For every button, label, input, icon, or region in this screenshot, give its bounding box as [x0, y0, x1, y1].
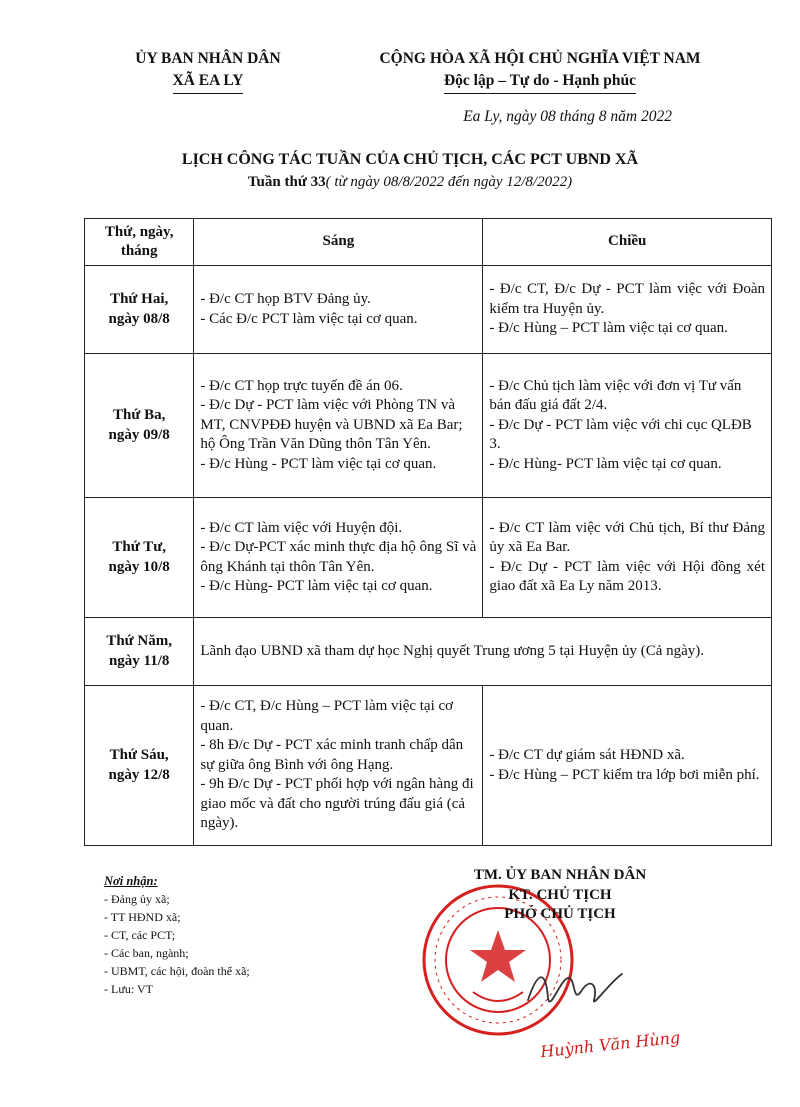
recipient-item: - TT HĐND xã; — [104, 910, 181, 924]
document-subtitle — [90, 174, 730, 191]
afternoon-item: - Đ/c Hùng- PCT làm việc tại cơ quan. — [489, 455, 722, 472]
recipient-item: - Đảng ủy xã; — [104, 892, 170, 906]
recipient-item: - UBMT, các hội, đoàn thể xã; — [104, 964, 250, 978]
afternoon-item: - Đ/c Dự - PCT làm việc với chi cục QLĐB 3. — [489, 416, 752, 453]
morning-item: - Các Đ/c PCT làm việc tại cơ quan. — [200, 310, 418, 327]
table-row — [85, 498, 772, 618]
morning-item: - Đ/c CT, Đ/c Hùng – PCT làm việc tại cơ quan. — [200, 698, 454, 734]
morning-cell — [194, 686, 483, 846]
date-line: Ea Ly, ngày 08 tháng 8 năm 2022 — [463, 108, 672, 125]
day-name: Thứ Sáu, — [109, 747, 169, 763]
day-date: ngày 12/8 — [108, 766, 170, 783]
sign-line3: PHÓ CHỦ TỊCH — [504, 906, 616, 922]
afternoon-item: - Đ/c Hùng – PCT kiểm tra lớp bơi miễn phí. — [489, 766, 760, 783]
morning-item: - Đ/c Hùng- PCT làm việc tại cơ quan. — [200, 578, 433, 594]
day-name: Thứ Tư, — [112, 539, 166, 555]
national-motto: Độc lập – Tự do - Hạnh phúc — [444, 70, 636, 94]
afternoon-item: - Đ/c Dự - PCT làm việc với Hội đồng xét giao đất xã Ea Ly năm 2013. — [489, 558, 765, 594]
morning-item: - Đ/c Hùng - PCT làm việc tại cơ quan. — [200, 455, 437, 472]
day-cell — [85, 618, 194, 686]
afternoon-cell — [483, 266, 772, 354]
schedule-table — [84, 218, 772, 846]
day-date: ngày 10/8 — [108, 558, 170, 575]
afternoon-item: - Đ/c CT làm việc với Chủ tịch, Bí thư Đảng ủy xã Ea Bar. — [489, 519, 765, 555]
day-cell — [85, 354, 194, 498]
fullday-cell — [194, 618, 772, 686]
day-date: ngày 11/8 — [108, 652, 170, 669]
header-afternoon: Chiều — [483, 219, 772, 266]
day-cell — [85, 498, 194, 618]
recipients-title: Nơi nhận: — [104, 874, 158, 888]
morning-cell — [194, 498, 483, 618]
recipient-item: - Lưu: VT — [104, 982, 153, 996]
morning-item: - 9h Đ/c Dự - PCT phối hợp với ngân hàng đi giao mốc và đất cho người trúng đấu giá (cả ngày). — [200, 776, 474, 832]
morning-item: - Đ/c CT họp trực tuyến đề án 06. — [200, 377, 403, 394]
recipient-item: - Các ban, ngành; — [104, 946, 189, 960]
table-row — [85, 266, 772, 354]
day-name: Thứ Ba, — [112, 407, 166, 423]
day-cell — [85, 686, 194, 846]
afternoon-cell — [483, 686, 772, 846]
document-title: LỊCH CÔNG TÁC TUẦN CỦA CHỦ TỊCH, CÁC PCT UBND XÃ — [181, 151, 639, 168]
authority-line1: ỦY BAN NHÂN DÂN — [135, 50, 281, 67]
header-day: Thứ, ngày, tháng — [85, 219, 194, 266]
header-morning: Sáng — [194, 219, 483, 266]
authority-line2: XÃ EA LY — [173, 70, 244, 94]
table-row — [85, 686, 772, 846]
afternoon-cell — [483, 498, 772, 618]
day-cell — [85, 266, 194, 354]
table-row — [85, 354, 772, 498]
morning-item: - Đ/c Dự - PCT làm việc với Phòng TN và MT, CNVPĐĐ huyện và UBND xã Ea Bar; hộ Ông Trần Văn Dũng thôn Tân Yên. — [200, 397, 463, 453]
recipient-item: - CT, các PCT; — [104, 928, 176, 942]
week-number: Tuần thứ 33 — [247, 174, 326, 190]
sign-line1: TM. ỦY BAN NHÂN DÂN — [473, 867, 647, 883]
table-header-row — [85, 219, 772, 266]
day-date: ngày 08/8 — [108, 310, 170, 327]
day-name: Thứ Hai, — [110, 291, 169, 307]
morning-cell — [194, 266, 483, 354]
sign-line2: KT. CHỦ TỊCH — [508, 886, 612, 903]
afternoon-item: - Đ/c CT dự giám sát HĐND xã. — [489, 747, 685, 763]
afternoon-item: - Đ/c Chủ tịch làm việc với đơn vị Tư vấn bán đấu giá đất 2/4. — [489, 377, 742, 414]
morning-item: - Đ/c CT làm việc với Huyện đội. — [200, 519, 403, 536]
national-header — [330, 48, 750, 94]
morning-item: - 8h Đ/c Dự - PCT xác minh tranh chấp dân sự giữa ông Bình với ông Hạng. — [200, 737, 464, 773]
afternoon-cell — [483, 354, 772, 498]
week-range: ( từ ngày 08/8/2022 đến ngày 12/8/2022) — [325, 174, 573, 190]
afternoon-item: - Đ/c Hùng – PCT làm việc tại cơ quan. — [489, 320, 728, 337]
nation-name: CỘNG HÒA XÃ HỘI CHỦ NGHĨA VIỆT NAM — [379, 50, 701, 67]
morning-item: - Đ/c CT họp BTV Đảng ủy. — [200, 291, 371, 307]
handwritten-signature-icon — [520, 960, 630, 1020]
issuing-authority — [108, 48, 308, 94]
signer-name: Huỳnh Văn Hùng — [539, 1027, 681, 1062]
table-row — [85, 618, 772, 686]
morning-item: - Đ/c Dự-PCT xác minh thực địa hộ ông Sĩ và ông Khánh tại thôn Tân Yên. — [200, 539, 477, 575]
day-date: ngày 09/8 — [108, 426, 170, 443]
signature-block — [430, 866, 690, 925]
day-name: Thứ Năm, — [106, 633, 173, 649]
morning-cell — [194, 354, 483, 498]
recipients-block — [104, 872, 364, 998]
afternoon-item: - Đ/c CT, Đ/c Dự - PCT làm việc với Đoàn kiểm tra Huyện ủy. — [489, 281, 765, 317]
fullday-item: Lãnh đạo UBND xã tham dự học Nghị quyết Trung ương 5 tại Huyện ủy (Cả ngày). — [200, 642, 705, 659]
